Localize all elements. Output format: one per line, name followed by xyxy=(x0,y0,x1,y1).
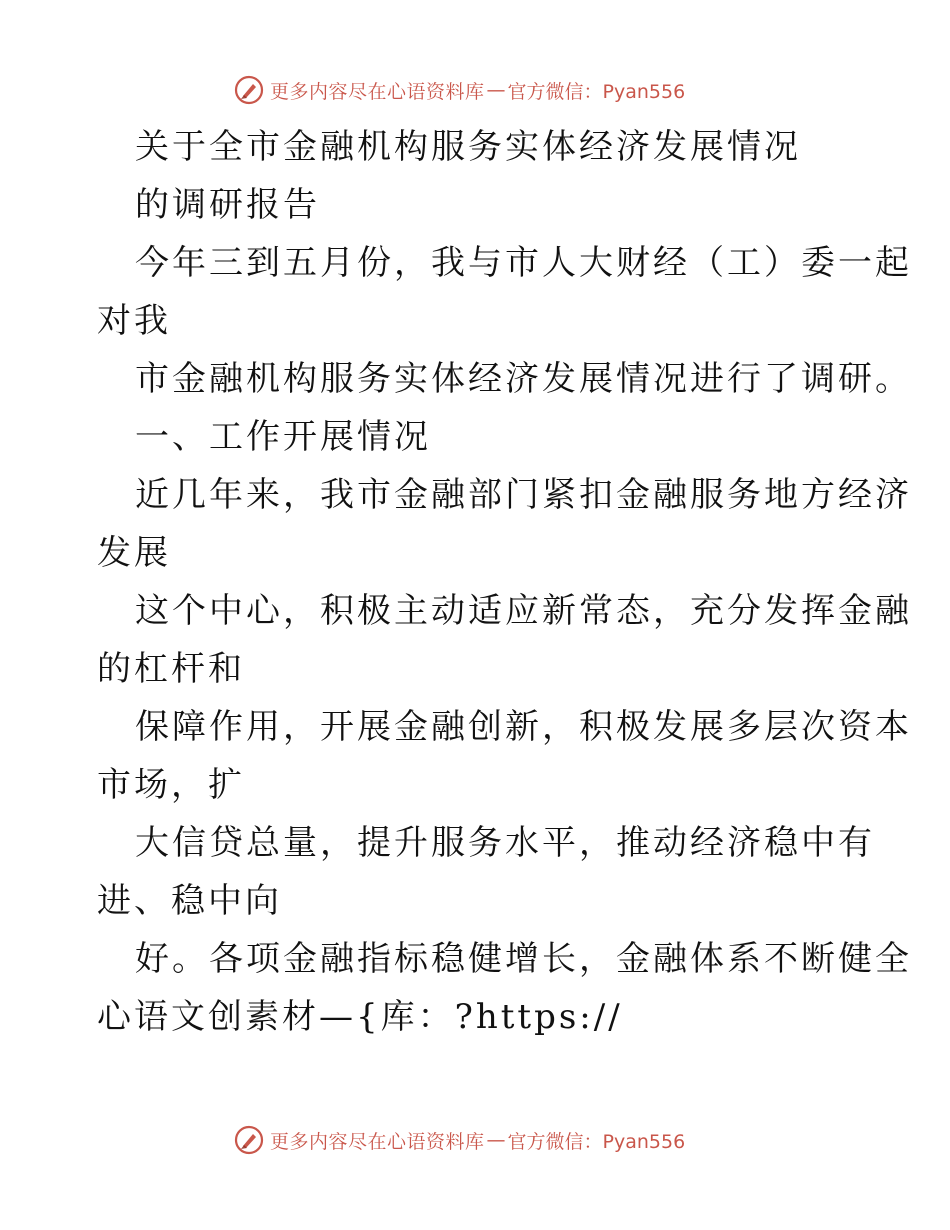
watermark-separator: — xyxy=(486,1129,506,1151)
text-line: 今年三到五月份，我与市人大财经（工）委一起 xyxy=(135,243,912,283)
text-line: 大信贷总量，提升服务水平，推动经济稳中有 xyxy=(135,823,875,863)
watermark-wechat-text: 官方微信：Pyan556 xyxy=(507,80,686,103)
watermark-separator: — xyxy=(486,79,506,101)
watermark-wechat-text: 官方微信：Pyan556 xyxy=(507,1130,686,1153)
text-line: 进、稳中向 xyxy=(97,881,282,921)
header-watermark xyxy=(234,72,685,108)
text-line: 市金融机构服务实体经济发展情况进行了调研。 xyxy=(135,359,912,399)
text-line: 心语文创素材—{库：?https:// xyxy=(97,997,623,1037)
text-line: 的调研报告 xyxy=(135,185,320,225)
pen-nib-logo-icon xyxy=(234,1125,264,1155)
footer-watermark xyxy=(234,1122,685,1158)
section-heading: 一、工作开展情况 xyxy=(135,417,431,457)
text-line: 好。各项金融指标稳健增长，金融体系不断健全 xyxy=(135,939,912,979)
text-line: 对我 xyxy=(97,301,171,341)
text-line: 这个中心，积极主动适应新常态，充分发挥金融 xyxy=(135,591,912,631)
text-line: 关于全市金融机构服务实体经济发展情况 xyxy=(135,127,801,167)
text-line: 近几年来，我市金融部门紧扣金融服务地方经济 xyxy=(135,475,912,515)
watermark-site-text: 更多内容尽在心语资料库 xyxy=(270,80,485,103)
pen-nib-logo-icon xyxy=(234,75,264,105)
text-line: 市场，扩 xyxy=(97,765,245,805)
document-body xyxy=(97,118,912,1046)
watermark-site-text: 更多内容尽在心语资料库 xyxy=(270,1130,485,1153)
text-line: 的杠杆和 xyxy=(97,649,245,689)
text-line: 发展 xyxy=(97,533,171,573)
text-line: 保障作用，开展金融创新，积极发展多层次资本 xyxy=(135,707,912,747)
